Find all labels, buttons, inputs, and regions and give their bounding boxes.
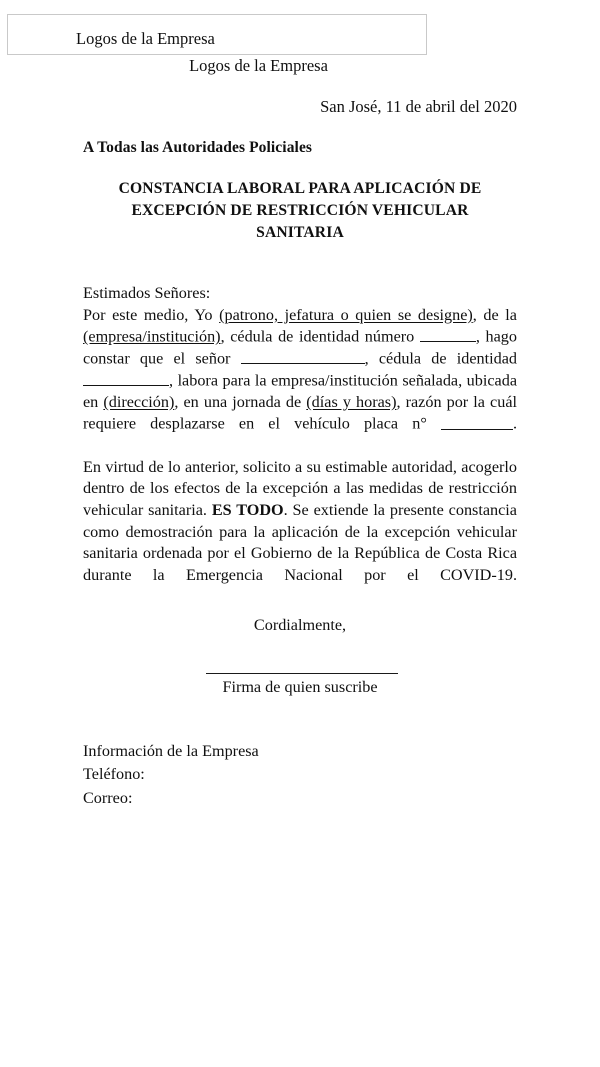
phone-label: Teléfono: bbox=[83, 765, 145, 784]
request-emphasis: ES TODO bbox=[211, 500, 284, 519]
decl-segment-4: , hago constar que el señor bbox=[83, 327, 517, 368]
blank-employee-id[interactable] bbox=[83, 370, 169, 386]
decl-segment-9: . bbox=[512, 414, 517, 433]
company-info-label: Información de la Empresa bbox=[83, 742, 259, 760]
placeholder-company: (empresa/institución) bbox=[83, 327, 221, 346]
decl-segment-6: , labora para la empresa/institución señalada, ubicada en bbox=[83, 371, 517, 411]
decl-segment-2: , de la bbox=[472, 305, 517, 324]
body-text bbox=[83, 283, 517, 608]
secondary-logo-label: Logos de la Empresa bbox=[189, 56, 328, 75]
company-contact-block bbox=[83, 740, 259, 810]
blank-employee-name[interactable] bbox=[241, 348, 365, 364]
blank-employer-id[interactable] bbox=[420, 326, 476, 342]
decl-segment-7: , en una jornada de bbox=[174, 392, 307, 411]
page-title-line-1: CONSTANCIA LABORAL PARA APLICACIÓN DE bbox=[118, 180, 482, 197]
logo-placeholder-box bbox=[7, 14, 427, 55]
decl-segment-5: , cédula de identidad bbox=[364, 349, 517, 368]
date-line: San José, 11 de abril del 2020 bbox=[320, 97, 517, 116]
blank-license-plate[interactable] bbox=[441, 413, 513, 429]
email-label: Correo: bbox=[83, 788, 133, 807]
addressee-line: A Todas las Autoridades Policiales bbox=[83, 139, 313, 156]
request-segment-1: En virtud de lo anterior, solicito a su estimable autoridad, acogerlo dentro de los efectos de la excepción a las medidas de restricción vehicular sanitaria. bbox=[83, 457, 517, 519]
signature-caption: Firma de quien suscribe bbox=[222, 678, 378, 696]
page-title bbox=[83, 178, 517, 244]
paragraph-request bbox=[83, 457, 517, 608]
placeholder-schedule: (días y horas) bbox=[306, 392, 397, 411]
paragraph-declaration bbox=[83, 305, 517, 457]
placeholder-address: (dirección) bbox=[103, 392, 175, 411]
logo-placeholder-label: Logos de la Empresa bbox=[76, 29, 215, 48]
page-title-line-2: EXCEPCIÓN DE RESTRICCIÓN VEHICULAR bbox=[131, 202, 469, 220]
placeholder-employer-role: (patrono, jefatura o quien se designe) bbox=[219, 305, 473, 324]
decl-segment-1: Por este medio, Yo bbox=[83, 305, 220, 324]
request-segment-2: . Se extiende la presente constancia como demostración para la aplicación de la excepción vehicular sanitaria ordenada por el Gobierno de la República de Costa Rica durante la Emergencia Nacional por el COVID-19. bbox=[83, 500, 517, 584]
salutation: Estimados Señores: bbox=[83, 284, 211, 302]
page-title-line-3: SANITARIA bbox=[256, 224, 344, 242]
decl-segment-8: , razón por la cuál requiere desplazarse en el vehículo placa n° bbox=[83, 392, 518, 433]
closing-salutation: Cordialmente, bbox=[253, 616, 347, 634]
signature-line bbox=[206, 673, 398, 674]
decl-segment-3: , cédula de identidad número bbox=[220, 327, 420, 346]
